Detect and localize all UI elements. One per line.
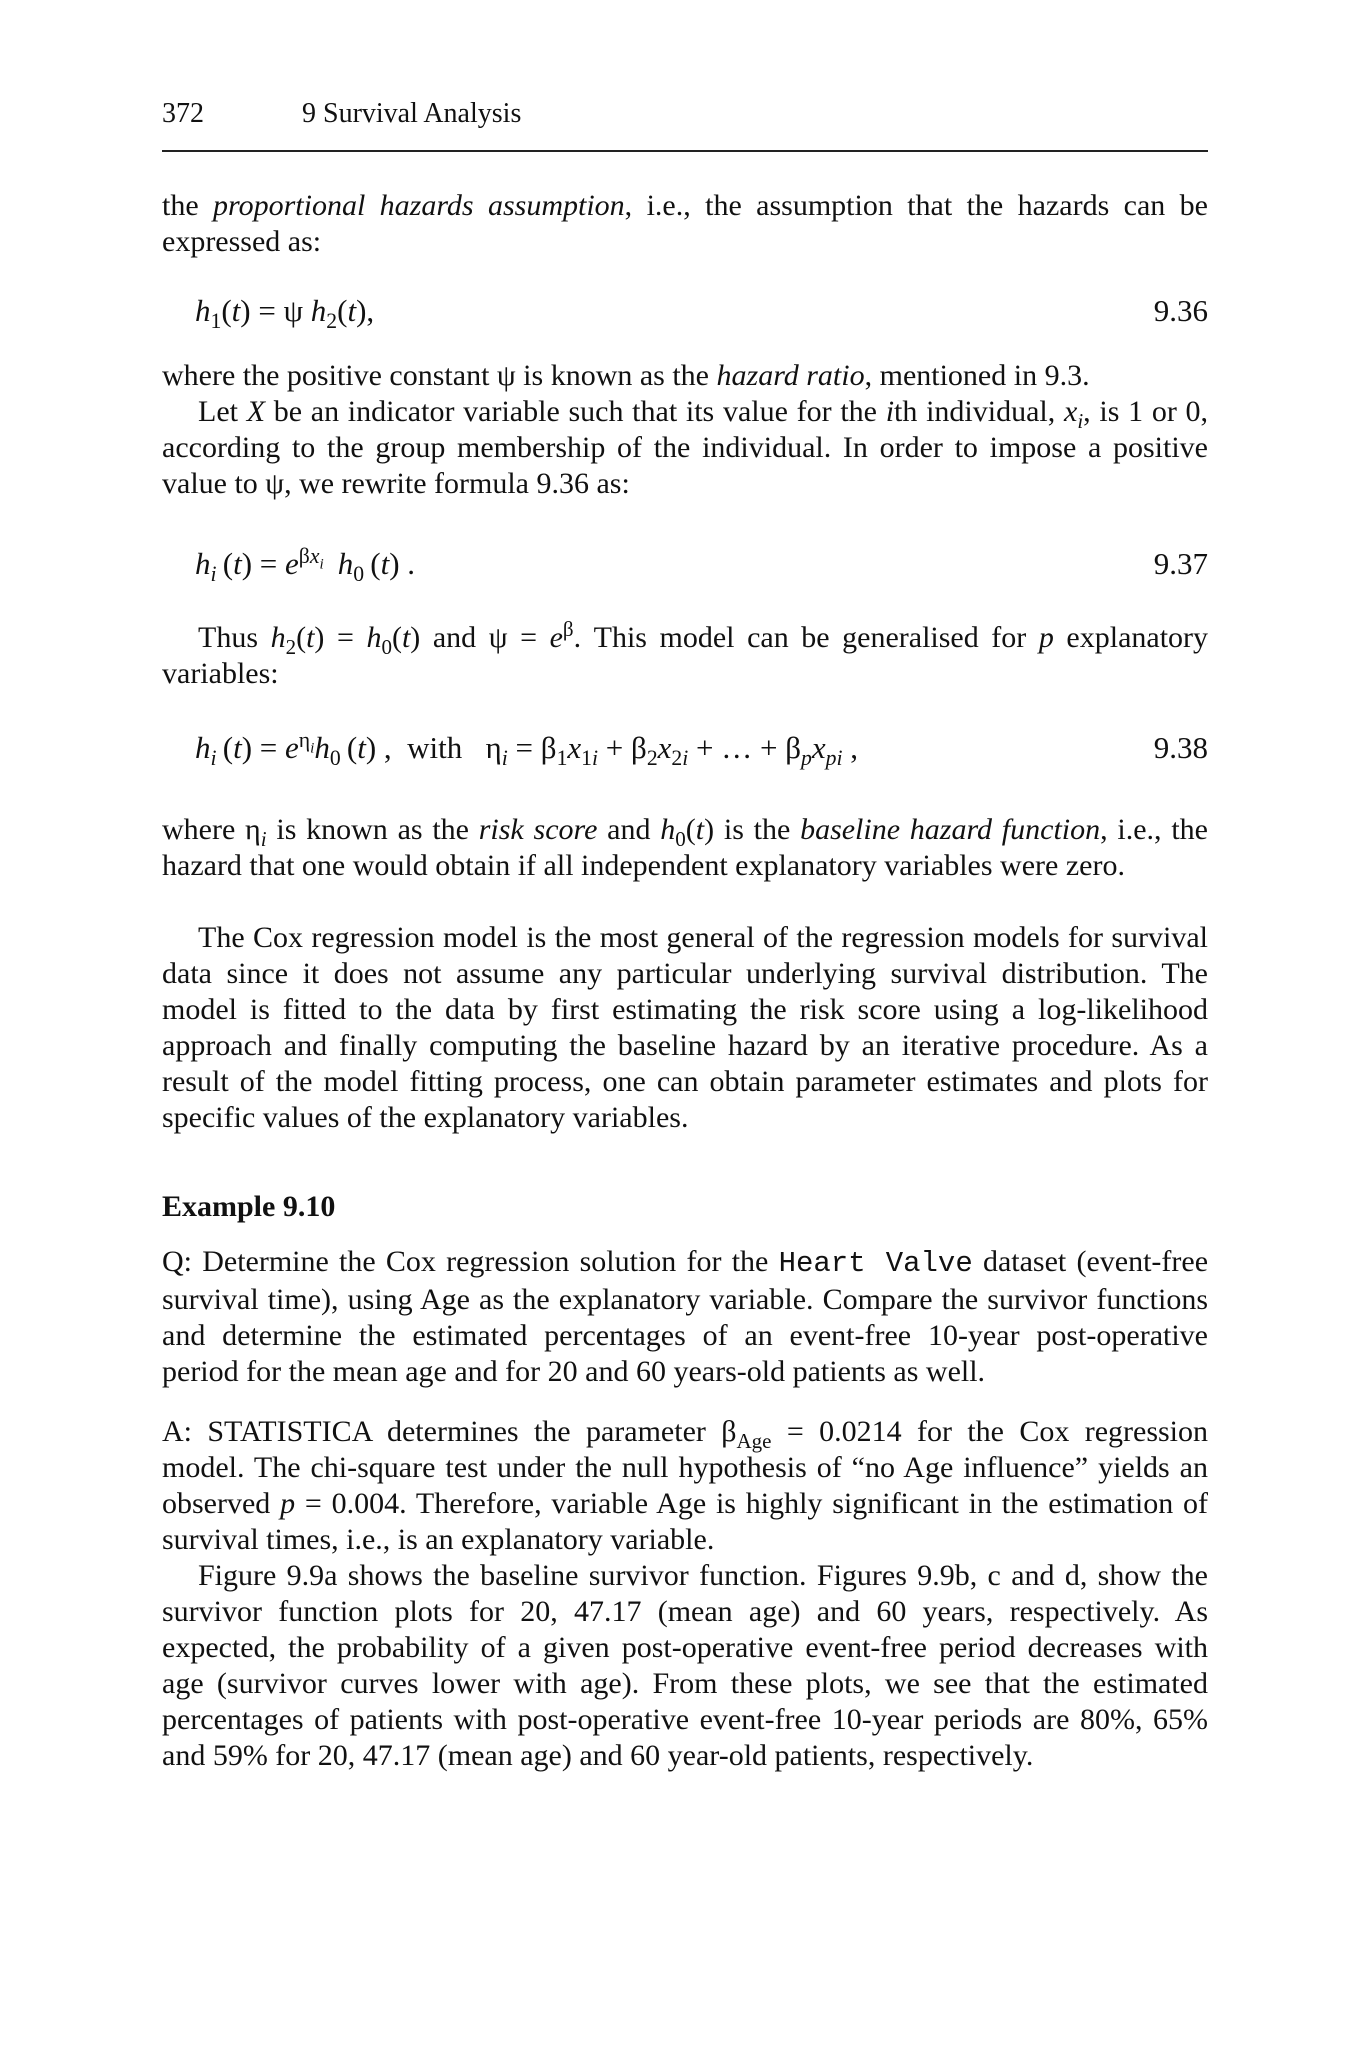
page-number: 372 — [162, 98, 204, 129]
paragraph-intro: the proportional hazards assumption, i.e., the assumption that the hazards can be expressed as: — [162, 189, 1208, 258]
equation-body: $h_1(t) = \psi$ $h_2(t)$, — [195, 293, 375, 334]
equation-body: $h_i$ $(t) = e^{\beta x_i}$ $h_0$ (t) . — [195, 543, 416, 587]
chapter-title: 9 Survival Analysis — [302, 98, 522, 129]
paragraph-thus: Thus $h_2(t) = h_0(t)$ and $\psi = e^\beta$. This model can be generalised for p explanatory variables: — [162, 617, 1209, 690]
equation-number: 9.38 — [1153, 730, 1208, 765]
example-question: Q: Determine the Cox regression solution for the Heart Valve dataset (event-free survival time), using Age as the explanatory variable. Compare the survivor functions and determine the estimated percentages of an event-free 10-year post-operative period for the mean age and for 20 and 60 years-old patients as well. — [162, 1245, 1209, 1388]
paragraph-indicator: Let X be an indicator variable such that its value for the ith individual, $x_i$, is 1 or 0, according to the group membership of the individual. In order to impose a positive value to ψ, we rewrite formula 9.36 as: — [162, 395, 1209, 500]
paragraph-figure-discussion: Figure 9.9a shows the baseline survivor function. Figures 9.9b, c and d, show the survivor function plots for 20, 47.17 (mean age) and 60 years, respectively. As expected, the probability of a given post-operative event-free period decreases with age (survivor curves lower with age). From these plots, we see that the estimated percentages of patients with post-operative event-free 10-year periods are 80%, 65% and 59% for 20, 47.17 (mean age) and 60 year-old patients, respectively. — [162, 1559, 1208, 1772]
paragraph-hazard-ratio: where the positive constant ψ is known as the hazard ratio, mentioned in 9.3. — [162, 359, 1090, 392]
example-answer: A: STATISTICA determines the parameter $\beta_{Age} = 0.0214$ for the Cox regression model. The chi-square test under the null hypothesis of “no Age influence” yields an observed p = 0.004. Therefore, variable Age is highly significant in the estimation of survival times, i.e., is an explanatory variable. — [162, 1415, 1209, 1556]
equation-number: 9.36 — [1153, 293, 1208, 328]
example-heading: Example 9.10 — [162, 1190, 336, 1223]
header-rule — [162, 150, 1208, 152]
paragraph-cox-model: The Cox regression model is the most general of the regression models for survival data since it does not assume any particular underlying survival distribution. The model is fitted to the data by first estimating the risk score using a log-likelihood approach and finally computing the baseline hazard by an iterative procedure. As a result of the model fitting process, one can obtain parameter estimates and plots for specific values of the explanatory variables. — [162, 921, 1208, 1134]
equation-number: 9.37 — [1153, 546, 1208, 581]
paragraph-risk-score: where $\eta_i$ is known as the risk score and $h_0(t)$ is the baseline hazard function, i.e., the hazard that one would obtain if all independent explanatory variables were zero. — [162, 813, 1208, 882]
equation-body: $h_i$ $(t) = e^{\eta_i}h_0$ (t) , with $\eta_i = \beta_1x_{1i} + \beta_2x_{2i}$ + … + $\beta_px_{pi}$ , — [195, 727, 859, 771]
